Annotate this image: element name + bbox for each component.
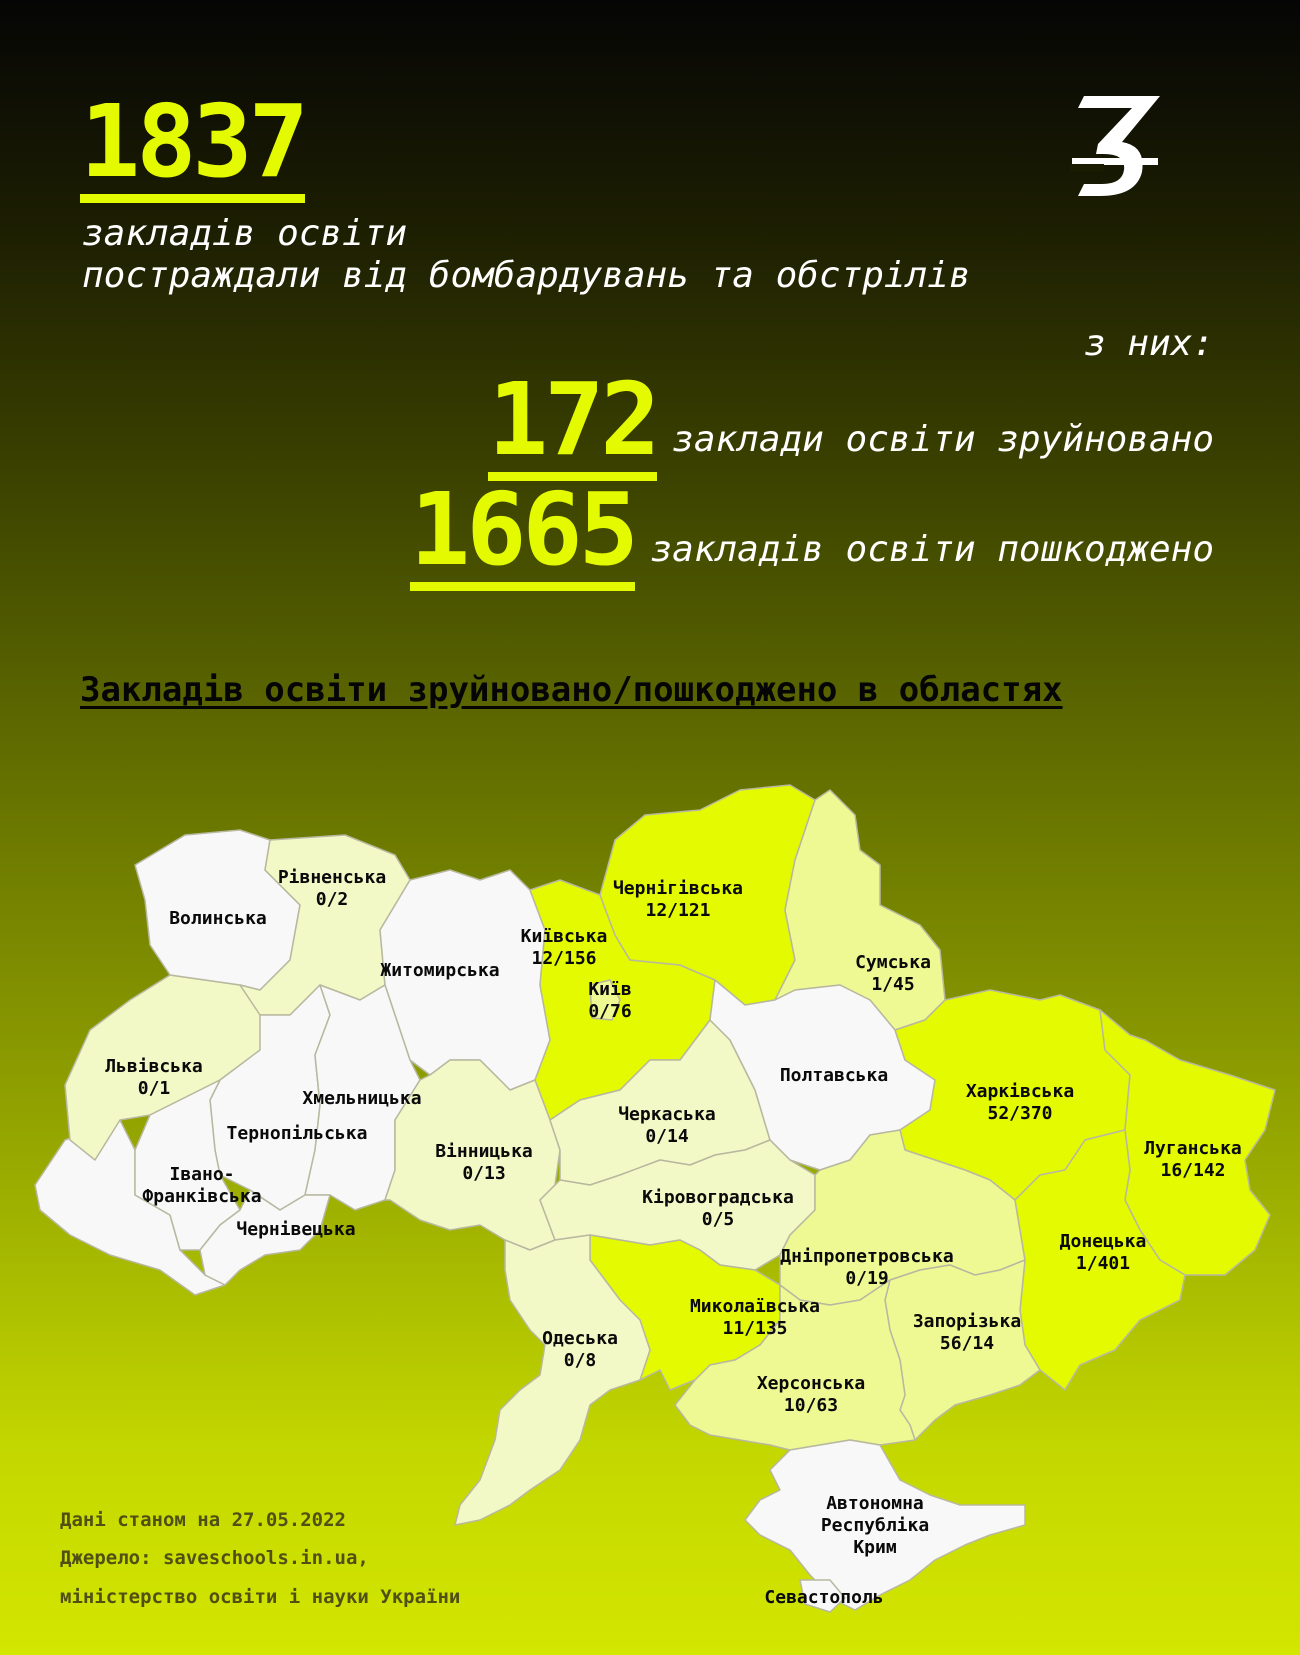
value-kyivska: 12/156 bbox=[531, 948, 597, 969]
value-zaporizka: 56/14 bbox=[939, 1333, 995, 1354]
label-chernivetska: Чернівецька bbox=[236, 1219, 356, 1240]
value-kharkivska: 52/370 bbox=[987, 1103, 1053, 1124]
value-odeska: 0/8 bbox=[563, 1350, 597, 1371]
label-ivano-frankivska-line2: Франківська bbox=[142, 1186, 262, 1207]
value-dnipropetrovska: 0/19 bbox=[845, 1268, 889, 1289]
label-krym-line2: Республіка bbox=[820, 1515, 930, 1536]
label-cherkaska: Черкаська bbox=[618, 1104, 716, 1125]
label-zhytomyrska: Житомирська bbox=[380, 960, 500, 981]
value-lvivska: 0/1 bbox=[137, 1078, 171, 1099]
value-chernihivska: 12/121 bbox=[645, 900, 711, 921]
label-kharkivska: Харківська bbox=[965, 1081, 1075, 1102]
destroyed-label: заклади освіти зруйновано bbox=[672, 419, 1214, 460]
label-volynska: Волинська bbox=[169, 908, 267, 929]
value-vinnytska: 0/13 bbox=[462, 1163, 506, 1184]
destroyed-count: 172 bbox=[488, 370, 657, 481]
label-ternopilska: Тернопільська bbox=[226, 1123, 368, 1144]
footer-ministry: міністерство освіти і науки України bbox=[60, 1586, 461, 1608]
label-ivano-frankivska-line1: Івано- bbox=[169, 1164, 235, 1185]
label-odeska: Одеська bbox=[542, 1328, 618, 1349]
label-lvivska: Львівська bbox=[105, 1056, 203, 1077]
ukraine-map bbox=[0, 760, 1300, 1640]
label-vinnytska: Вінницька bbox=[435, 1141, 533, 1162]
label-luhanska: Луганська bbox=[1144, 1138, 1242, 1159]
value-cherkaska: 0/14 bbox=[645, 1126, 689, 1147]
damaged-label: закладів освіти пошкоджено bbox=[650, 529, 1214, 570]
footer-source: Джерело: saveschools.in.ua, bbox=[60, 1547, 369, 1569]
label-poltavska: Полтавська bbox=[779, 1065, 889, 1086]
label-dnipropetrovska: Дніпропетровська bbox=[780, 1246, 954, 1267]
logo-icon bbox=[1070, 92, 1160, 196]
total-label-line1: закладів освіти bbox=[82, 213, 408, 254]
value-khersonska: 10/63 bbox=[783, 1395, 839, 1416]
label-khmelnytska: Хмельницька bbox=[302, 1088, 422, 1109]
total-count: 1837 bbox=[80, 92, 305, 203]
label-krym-line1: Автономна bbox=[826, 1493, 924, 1514]
label-chernihivska: Чернігівська bbox=[612, 878, 744, 899]
value-luhanska: 16/142 bbox=[1160, 1160, 1226, 1181]
value-donetska: 1/401 bbox=[1075, 1253, 1131, 1274]
value-rivnenska: 0/2 bbox=[315, 889, 349, 910]
label-kirovohradska: Кіровоградська bbox=[642, 1187, 794, 1208]
value-kirovohradska: 0/5 bbox=[701, 1209, 735, 1230]
footer-date: Дані станом на 27.05.2022 bbox=[60, 1509, 346, 1531]
label-sevastopol: Севастополь bbox=[764, 1587, 884, 1608]
label-donetska: Донецька bbox=[1059, 1231, 1147, 1252]
value-sumska: 1/45 bbox=[871, 974, 915, 995]
value-mykolaivska: 11/135 bbox=[722, 1318, 788, 1339]
label-kyivska: Київська bbox=[520, 926, 608, 947]
damaged-count: 1665 bbox=[410, 480, 635, 591]
label-khersonska: Херсонська bbox=[756, 1373, 866, 1394]
label-krym-line3: Крим bbox=[853, 1537, 897, 1558]
label-zaporizka: Запорізька bbox=[912, 1311, 1022, 1332]
value-kyiv: 0/76 bbox=[588, 1001, 632, 1022]
label-rivnenska: Рівненська bbox=[277, 867, 387, 888]
label-sumska: Сумська bbox=[855, 952, 931, 973]
section-title: Закладів освіти зруйновано/пошкоджено в областях bbox=[80, 670, 1063, 710]
label-kyiv: Київ bbox=[588, 979, 632, 1000]
of-them-label: з них: bbox=[1083, 323, 1214, 364]
total-label-line2: постраждали від бомбардувань та обстрілів bbox=[82, 255, 971, 296]
label-mykolaivska: Миколаївська bbox=[689, 1296, 821, 1317]
